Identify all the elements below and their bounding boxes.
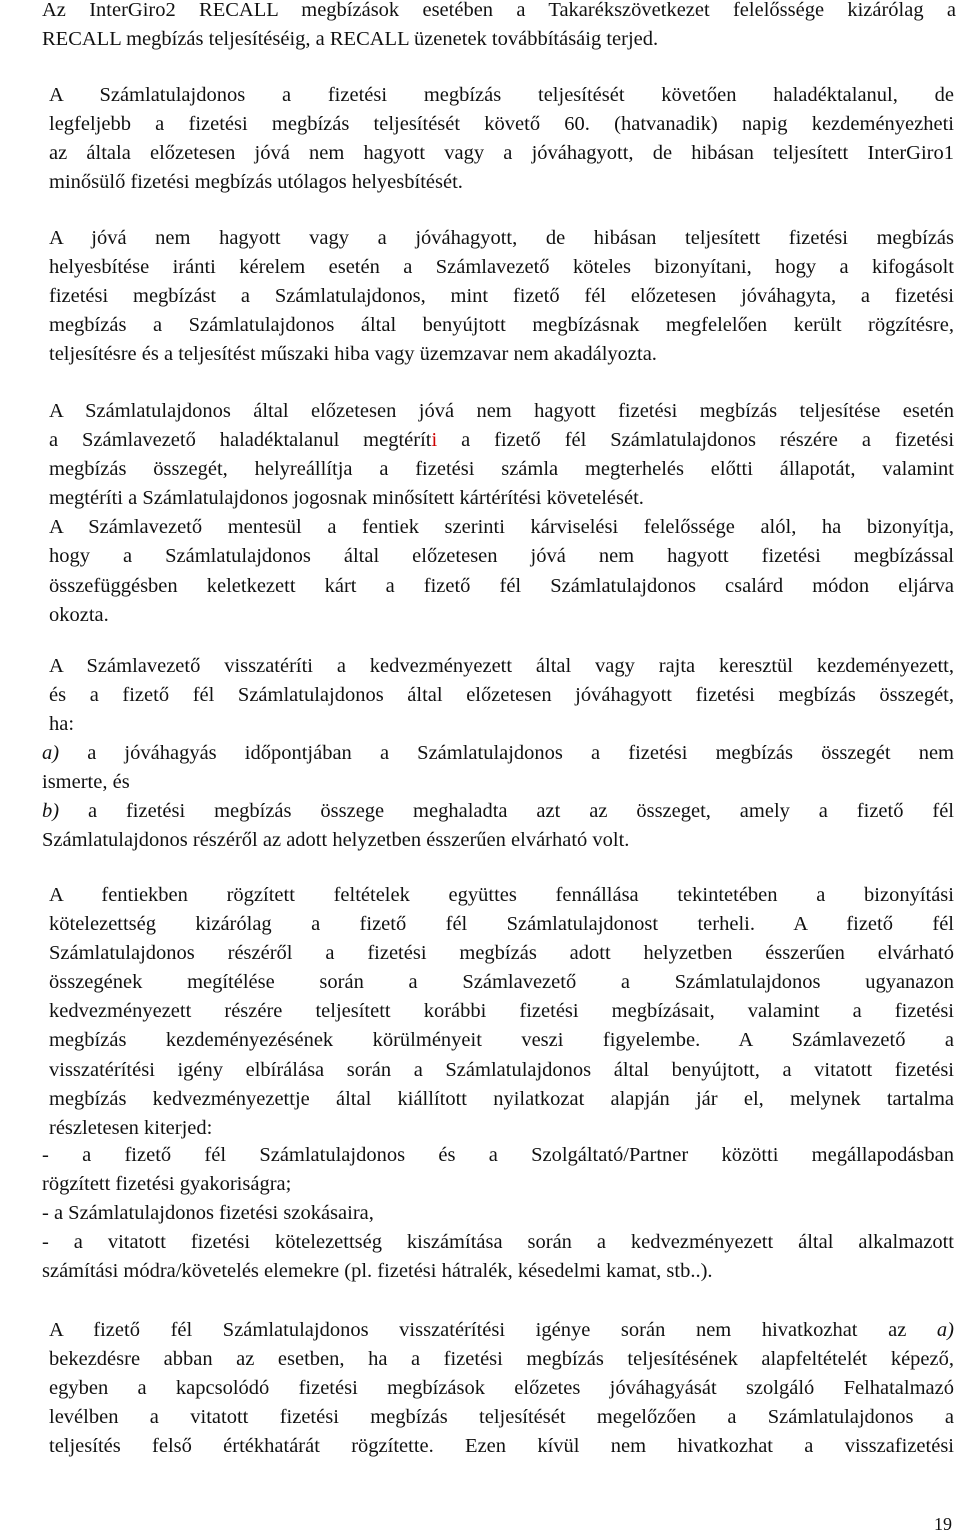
text-line: egyben a kapcsolódó fizetési megbízások előzetes jóváhagyását szolgáló Felhatalmazó — [49, 1377, 954, 1400]
text-line: A Számlatulajdonos a fizetési megbízás teljesítését követően haladéktalanul, de — [49, 84, 954, 106]
text-line: megbízás a Számlatulajdonos által benyújtott megbízásnak megfelelően került rögzítésre, — [49, 314, 954, 337]
text-line: Számlatulajdonos részéről az adott helyzetben ésszerűen elvárható volt. — [42, 829, 630, 852]
list-marker: a) — [42, 742, 60, 764]
text-line: bekezdésre abban az esetben, ha a fizetési megbízás teljesítésének alapfeltételét képező, — [49, 1348, 954, 1371]
list-item-line: - a vitatott fizetési kötelezettség kiszámítása során a kedvezményezett által alkalmazott — [42, 1231, 954, 1254]
text-line: és a fizető fél Számlatulajdonos által előzetesen jóváhagyott fizetési megbízás összegét, — [49, 684, 954, 707]
text-line: fizetési megbízást a Számlatulajdonos, mint fizető fél előzetesen jóváhagyta, a fizetési — [49, 285, 954, 308]
list-marker: a) — [936, 1319, 954, 1341]
paragraph-refund-conditions — [42, 739, 954, 855]
text-line: megbízás összegét, helyreállítja a fizetési számla megterhelés előtti állapotát, valamint — [49, 458, 954, 481]
paragraph-burden-of-proof-payer — [49, 881, 954, 1143]
text-line: minősülő fizetési megbízás utólagos helyesbítését. — [49, 171, 463, 194]
text-line: Számlatulajdonos részéről a fizetési megbízás adott helyzetben ésszerűen elvárható — [49, 942, 954, 965]
list-item-line: rögzített fizetési gyakoriságra; — [42, 1173, 292, 1196]
list-item-line: - a Számlatulajdonos fizetési szokásaira, — [42, 1202, 374, 1225]
text-line: kedvezményezett részére teljesített korábbi fizetési megbízásait, valamint a fizetési — [49, 1000, 954, 1023]
paragraph-unauthorized-payment-refund — [49, 397, 954, 630]
text-line: Az InterGiro2 RECALL megbízások esetében a Takarékszövetkezet felelőssége kizárólag a — [42, 0, 956, 21]
text-line: teljesítésre és a teljesítést műszaki hiba vagy üzemzavar nem akadályozta. — [49, 343, 657, 366]
text-line: összefüggésben keletkezett kárt a fizető fél Számlatulajdonos csalárd módon eljárva — [49, 574, 954, 597]
paragraph-refund-exclusion — [49, 1316, 954, 1461]
paragraph-intergiro2-recall — [42, 0, 956, 54]
text-line: helyesbítése iránti kérelem esetén a Számlavezető köteles bizonyítani, hogy a kifogásolt — [49, 256, 954, 279]
text-line: teljesítés felső értékhatárát rögzítette. Ezen kívül nem hivatkozhat a visszafizetési — [49, 1435, 954, 1458]
condition-b-line: b) a fizetési megbízás összege meghaladta azt az összeget, amely a fizető fél — [42, 800, 954, 823]
text-line: összegének megítélése során a Számlavezető a Számlatulajdonos ugyanazon — [49, 971, 954, 994]
text-line: részletesen kiterjed: — [49, 1116, 213, 1139]
text-line: A Számlavezető mentesül a fentiek szerinti kárviselési felelőssége alól, ha bizonyítja, — [49, 516, 954, 539]
condition-a-line: a) a jóváhagyás időpontjában a Számlatulajdonos a fizetési megbízás összegét nem — [42, 742, 954, 764]
text-line: A Számlatulajdonos által előzetesen jóvá nem hagyott fizetési megbízás teljesítése esetén — [49, 400, 954, 422]
highlighted-letter: i — [431, 429, 438, 452]
text-line: megtéríti a Számlatulajdonos jogosnak minősített kártérítési követelését. — [49, 487, 644, 510]
text-line: A jóvá nem hagyott vagy a jóváhagyott, de hibásan teljesített fizetési megbízás — [49, 227, 954, 249]
text-line: a Számlavezető haladéktalanul megtéríti a fizető fél Számlatulajdonos részére a fizetési — [49, 429, 955, 452]
dash-list — [42, 1141, 954, 1286]
text-line: RECALL megbízás teljesítéséig, a RECALL üzenetek továbbításáig terjed. — [42, 28, 659, 51]
text-line: hogy a Számlatulajdonos által előzetesen jóvá nem hagyott fizetési megbízással — [49, 545, 954, 568]
text-line: megbízás kezdeményezésének körülményeit veszi figyelembe. A Számlavezető a — [49, 1029, 954, 1052]
text-line: kötelezettség kizárólag a fizető fél Számlatulajdonost terheli. A fizető fél — [49, 913, 954, 936]
list-marker: b) — [42, 800, 60, 823]
text-line: ha: — [49, 713, 75, 736]
list-item-line: számítási módra/követelés elemekre (pl. fizetési hátralék, késedelmi kamat, stb..). — [42, 1260, 713, 1283]
text-line: A Számlavezető visszatéríti a kedvezményezett által vagy rajta keresztül kezdeményezett, — [49, 655, 954, 677]
text-line: visszatérítési igény elbírálása során a Számlatulajdonos által benyújtott, a vitatott fizetési — [49, 1058, 954, 1081]
text-line: az általa előzetesen jóvá nem hagyott vagy a jóváhagyott, de hibásan teljesített InterGiro1 — [49, 142, 954, 165]
paragraph-payee-initiated-refund — [49, 652, 954, 739]
text-line: megbízás kedvezményezettje által kiállított nyilatkozat alapján jár el, melynek tartalma — [49, 1087, 954, 1110]
page-number: 19 — [934, 1514, 952, 1534]
text-line: A fentiekben rögzített feltételek együttes fennállása tekintetében a bizonyítási — [49, 884, 954, 906]
paragraph-correction-request — [49, 81, 954, 197]
text-line: legfeljebb a fizetési megbízás teljesítését követő 60. (hatvanadik) napig kezdeményezheti — [49, 113, 954, 136]
text-line: levélben a vitatott fizetési megbízás teljesítését megelőzően a Számlatulajdonos a — [49, 1406, 954, 1429]
list-item-line: - a fizető fél Számlatulajdonos és a Szolgáltató/Partner közötti megállapodásban — [42, 1144, 954, 1166]
text-line: A fizető fél Számlatulajdonos visszatérítési igénye során nem hivatkozhat az a) — [49, 1319, 954, 1341]
paragraph-burden-of-proof-account-holder — [49, 224, 954, 369]
text-line: okozta. — [49, 603, 109, 626]
text-line: ismerte, és — [42, 771, 130, 794]
